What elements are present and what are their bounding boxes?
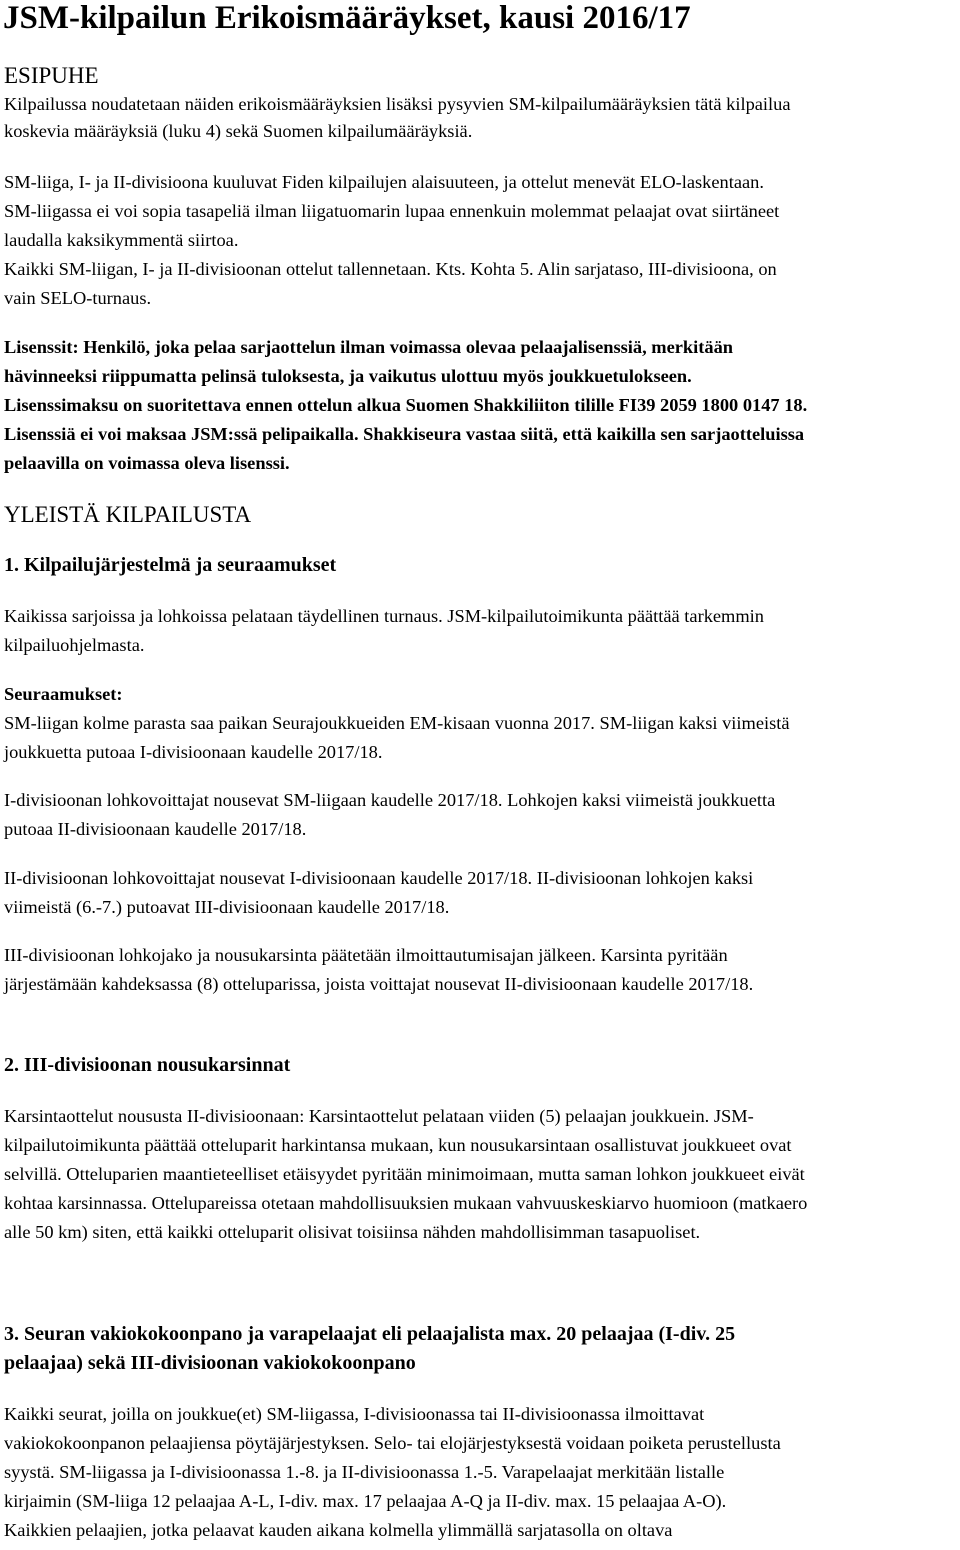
text-line: Kilpailussa noudatetaan näiden erikoismääräyksien lisäksi pysyvien SM-kilpailumääräyksien tätä kilpailua	[4, 94, 791, 114]
text-line: laudalla kaksikymmentä siirtoa.	[4, 230, 239, 250]
text-line: Karsintaottelut noususta II-divisioonaan: Karsintaottelut pelataan viiden (5) pelaajan joukkuein. JSM-	[4, 1106, 754, 1126]
text-line: Kaikkien pelaajien, jotka pelaavat kauden aikana kolmella ylimmällä sarjatasolla on oltava	[4, 1520, 673, 1540]
section-1-heading: 1. Kilpailujärjestelmä ja seuraamukset	[4, 554, 337, 576]
text-line: Kaikissa sarjoissa ja lohkoissa pelataan täydellinen turnaus. JSM-kilpailutoimikunta päättää tarkemmin	[4, 606, 764, 626]
text-line: III-divisioonan lohkojako ja nousukarsinta päätetään ilmoittautumisajan jälkeen. Karsinta pyritään	[4, 945, 728, 965]
heading-line: 3. Seuran vakiokokoonpano ja varapelaajat eli pelaajalista max. 20 pelaajaa (I-div. 25	[4, 1323, 736, 1345]
general-heading: YLEISTÄ KILPAILUSTA	[4, 502, 252, 527]
text-line: SM-liigan kolme parasta saa paikan Seurajoukkueiden EM-kisaan vuonna 2017. SM-liigan kaksi viimeistä	[4, 713, 790, 733]
text-line: joukkuetta putoaa I-divisioonaan kaudelle 2017/18.	[4, 742, 383, 762]
text-line: viimeistä (6.-7.) putoavat III-divisioonaan kaudelle 2017/18.	[4, 897, 450, 917]
text-line: putoaa II-divisioonaan kaudelle 2017/18.	[4, 819, 307, 839]
text-line: kohtaa karsinnassa. Ottelupareissa otetaan mahdollisuuksien mukaan vahvuuskeskiarvo huomioon (matkaero	[4, 1193, 808, 1213]
text-line: hävinneeksi riippumatta pelinsä tuloksesta, ja vaikutus ulottuu myös joukkuetulokseen.	[4, 366, 692, 386]
text-line: kilpailuohjelmasta.	[4, 635, 145, 655]
text-line: vain SELO-turnaus.	[4, 288, 152, 308]
text-line: kirjaimin (SM-liiga 12 pelaajaa A-L, I-div. max. 17 pelaajaa A-Q ja II-div. max. 15 pelaajaa A-O).	[4, 1491, 727, 1511]
document-title: JSM-kilpailun Erikoismääräykset, kausi 2016/17	[3, 0, 691, 36]
text-line: järjestämään kahdeksassa (8) otteluparissa, joista voittajat nousevat II-divisioonaan kaudelle 2017/18.	[4, 974, 754, 994]
text-line: II-divisioonan lohkovoittajat nousevat I-divisioonaan kaudelle 2017/18. II-divisioonan lohkojen kaksi	[4, 868, 754, 888]
text-line: pelaavilla on voimassa oleva lisenssi.	[4, 453, 290, 473]
text-line: I-divisioonan lohkovoittajat nousevat SM-liigaan kaudelle 2017/18. Lohkojen kaksi viimeistä joukkuetta	[4, 790, 776, 810]
text-line: Lisenssimaksu on suoritettava ennen ottelun alkua Suomen Shakkiliiton tilille FI39 2059 1800 0147 18.	[4, 395, 808, 415]
text-line: SM-liiga, I- ja II-divisioona kuuluvat Fiden kilpailujen alaisuuteen, ja ottelut menevät ELO-laskentaan.	[4, 172, 764, 192]
preface-heading: ESIPUHE	[4, 63, 99, 88]
consequences-label: Seuraamukset:	[4, 684, 123, 704]
text-line: Lisenssiä ei voi maksaa JSM:ssä pelipaikalla. Shakkiseura vastaa siitä, että kaikilla sen sarjaotteluissa	[4, 424, 805, 444]
text-line: SM-liigassa ei voi sopia tasapeliä ilman liigatuomarin lupaa ennenkuin molemmat pelaajat ovat siirtäneet	[4, 201, 780, 221]
text-line: Kaikki seurat, joilla on joukkue(et) SM-liigassa, I-divisioonassa tai II-divisioonassa ilmoittavat	[4, 1404, 705, 1424]
text-line: Kaikki SM-liigan, I- ja II-divisioonan ottelut tallennetaan. Kts. Kohta 5. Alin sarjataso, III-divisioona, on	[4, 259, 777, 279]
text-line: kilpailutoimikunta päättää otteluparit harkintansa mukaan, kun nousukarsintaan osallistuvat joukkueet ovat	[4, 1135, 792, 1155]
heading-line: pelaajaa) sekä III-divisioonan vakiokokoonpano	[4, 1352, 416, 1374]
text-line: syystä. SM-liigassa ja I-divisioonassa 1.-8. ja II-divisioonassa 1.-5. Varapelaajat merkitään listalle	[4, 1462, 725, 1482]
text-line: selvillä. Otteluparien maantieteelliset etäisyydet pyritään minimoimaan, mutta saman lohkon joukkueet eivät	[4, 1164, 805, 1184]
text-line: alle 50 km) siten, että kaikki otteluparit olisivat toisiinsa nähden mahdollisimman tasapuoliset.	[4, 1222, 701, 1242]
section-2-heading: 2. III-divisioonan nousukarsinnat	[4, 1054, 291, 1076]
text-line: vakiokokoonpanon pelaajiensa pöytäjärjestyksen. Selo- tai elojärjestyksestä voidaan poiketa perustellusta	[4, 1433, 781, 1453]
text-line: koskevia määräyksiä (luku 4) sekä Suomen kilpailumääräyksiä.	[4, 121, 473, 141]
text-line: Lisenssit: Henkilö, joka pelaa sarjaottelun ilman voimassa olevaa pelaajalisenssiä, merkitään	[4, 337, 734, 357]
